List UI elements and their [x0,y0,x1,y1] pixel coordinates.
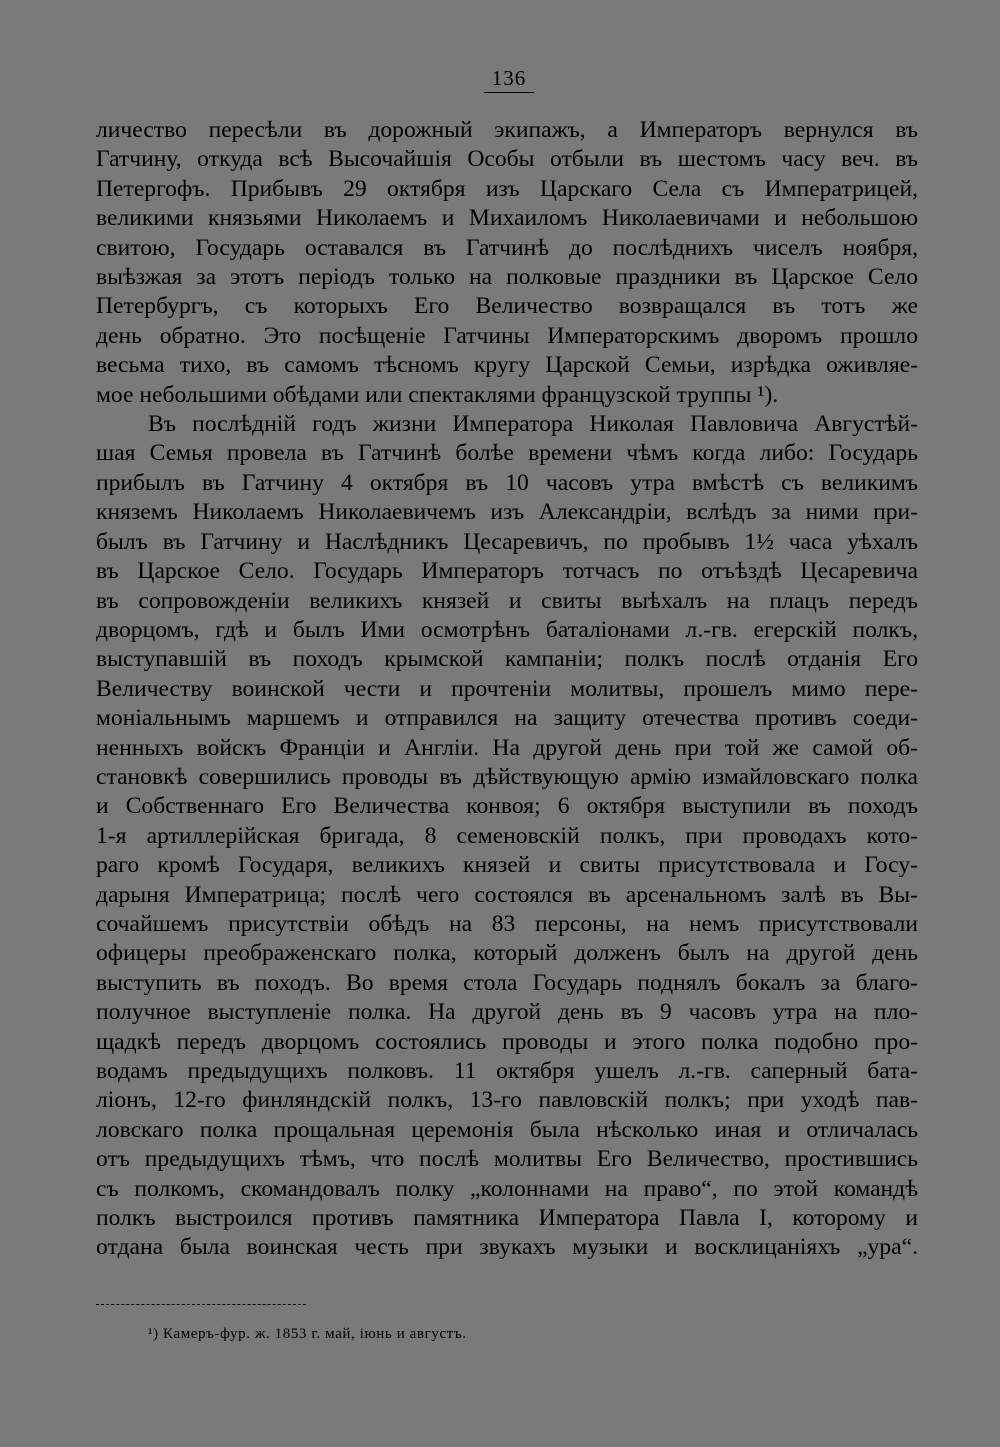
text-line: ліонъ, 12-го финляндскій полкъ, 13-го павловскій полкъ; при уходѣ пав- [96,1087,918,1114]
footnote-separator [96,1304,306,1305]
text-line: въ Царское Село. Государь Императоръ тотчасъ по отъѣздѣ Цесаревича [96,558,918,585]
text-line: офицеры преображенскаго полка, который долженъ былъ на другой день [96,940,918,967]
text-line: ненныхъ войскъ Франціи и Англіи. На другой день при той же самой об- [96,734,918,761]
text-line: великими князьями Николаемъ и Михаиломъ Николаевичами и небольшою [96,205,918,232]
text-line: Петербургъ, съ которыхъ Его Величество возвращался въ тотъ же [96,293,918,320]
footnote: ¹) Камеръ-фур. ж. 1853 г. май, іюнь и августъ. [148,1326,467,1342]
text-line: Величеству воинской чести и прочтеніи молитвы, прошелъ мимо пере- [96,675,918,702]
text-line: выступавшій въ походъ крымской кампаніи; полкъ послѣ отданія Его [96,646,918,673]
text-line: ловскаго полка прощальная церемонія была нѣсколько иная и отличалась [96,1116,918,1143]
text-line: полкъ выстроился противъ памятника Императора Павла I, которому и [96,1205,918,1232]
text-line: становкѣ совершились проводы въ дѣйствующую армію измайловскаго полка [96,763,918,790]
text-line: мое небольшими обѣдами или спектаклями французской труппы ¹). [96,381,779,408]
text-line: сочайшемъ присутствіи обѣдъ на 83 персоны, на немъ присутствовали [96,910,918,937]
text-line: 1-я артиллерійская бригада, 8 семеновскій полкъ, при проводахъ кото- [96,822,918,849]
text-line: княземъ Николаемъ Николаевичемъ изъ Александріи, вслѣдъ за ними при- [96,499,918,526]
text-line: въ сопровожденіи великихъ князей и свиты выѣхалъ на плацъ передъ [96,587,918,614]
text-line: шая Семья провела въ Гатчинѣ болѣе времени чѣмъ когда либо: Государь [96,440,918,467]
text-line: водамъ предыдущихъ полковъ. 11 октября ушелъ л.-гв. саперный бата- [96,1058,918,1084]
page-number-rule [484,92,534,93]
text-line: и Собственнаго Его Величества конвоя; 6 октября выступили въ походъ [96,793,918,820]
text-line: моніальнымъ маршемъ и отправился на защиту отечества противъ соеди- [96,705,918,732]
text-line: личество пересѣли въ дорожный экипажъ, а Императоръ вернулся въ [96,117,918,143]
text-line: получное выступленіе полка. На другой день въ 9 часовъ утра на пло- [96,999,918,1026]
text-line: свитою, Государь оставался въ Гатчинѣ до послѣднихъ чиселъ ноября, [96,234,918,261]
text-line: дарыня Императрица; послѣ чего состоялся въ арсенальномъ залѣ въ Вы- [96,881,918,908]
text-line: выступить въ походъ. Во время стола Государь поднялъ бокалъ за благо- [96,969,918,996]
text-line: съ полкомъ, скомандовалъ полку „колоннами на право“, по этой командѣ [96,1175,918,1202]
paragraph-start-line: Въ послѣдній годъ жизни Императора Николая Павловича Августѣй- [148,411,918,438]
text-line: весьма тихо, въ самомъ тѣсномъ кругу Царской Семьи, изрѣдка оживляе- [96,352,918,379]
body-text [96,116,918,1263]
text-line: былъ въ Гатчину и Наслѣдникъ Цесаревичъ, по пробывъ 1½ часа уѣхалъ [96,528,918,555]
text-line: Гатчину, откуда всѣ Высочайшія Особы отбыли въ шестомъ часу веч. въ [96,146,918,173]
text-line: отъ предыдущихъ тѣмъ, что послѣ молитвы Его Величество, простившись [96,1146,918,1173]
text-line: день обратно. Это посѣщеніе Гатчины Императорскимъ дворомъ прошло [96,322,918,349]
text-line: прибылъ въ Гатчину 4 октября въ 10 часовъ утра вмѣстѣ съ великимъ [96,469,918,496]
text-line: дворцомъ, гдѣ и былъ Ими осмотрѣнъ баталіонами л.-гв. егерскій полкъ, [96,616,918,643]
text-line: отдана была воинская честь при звукахъ музыки и восклицаніяхъ „ура“. [96,1234,918,1261]
page-number: 136 [491,66,527,90]
text-line: щадкѣ передъ дворцомъ состоялись проводы и этого полка подобно про- [96,1028,918,1055]
text-line: раго кромѣ Государя, великихъ князей и свиты присутствовала и Госу- [96,852,918,879]
text-line: Петергофъ. Прибывъ 29 октября изъ Царскаго Села съ Императрицей, [96,175,918,202]
text-line: выѣзжая за этотъ періодъ только на полковые праздники въ Царское Село [96,264,918,291]
